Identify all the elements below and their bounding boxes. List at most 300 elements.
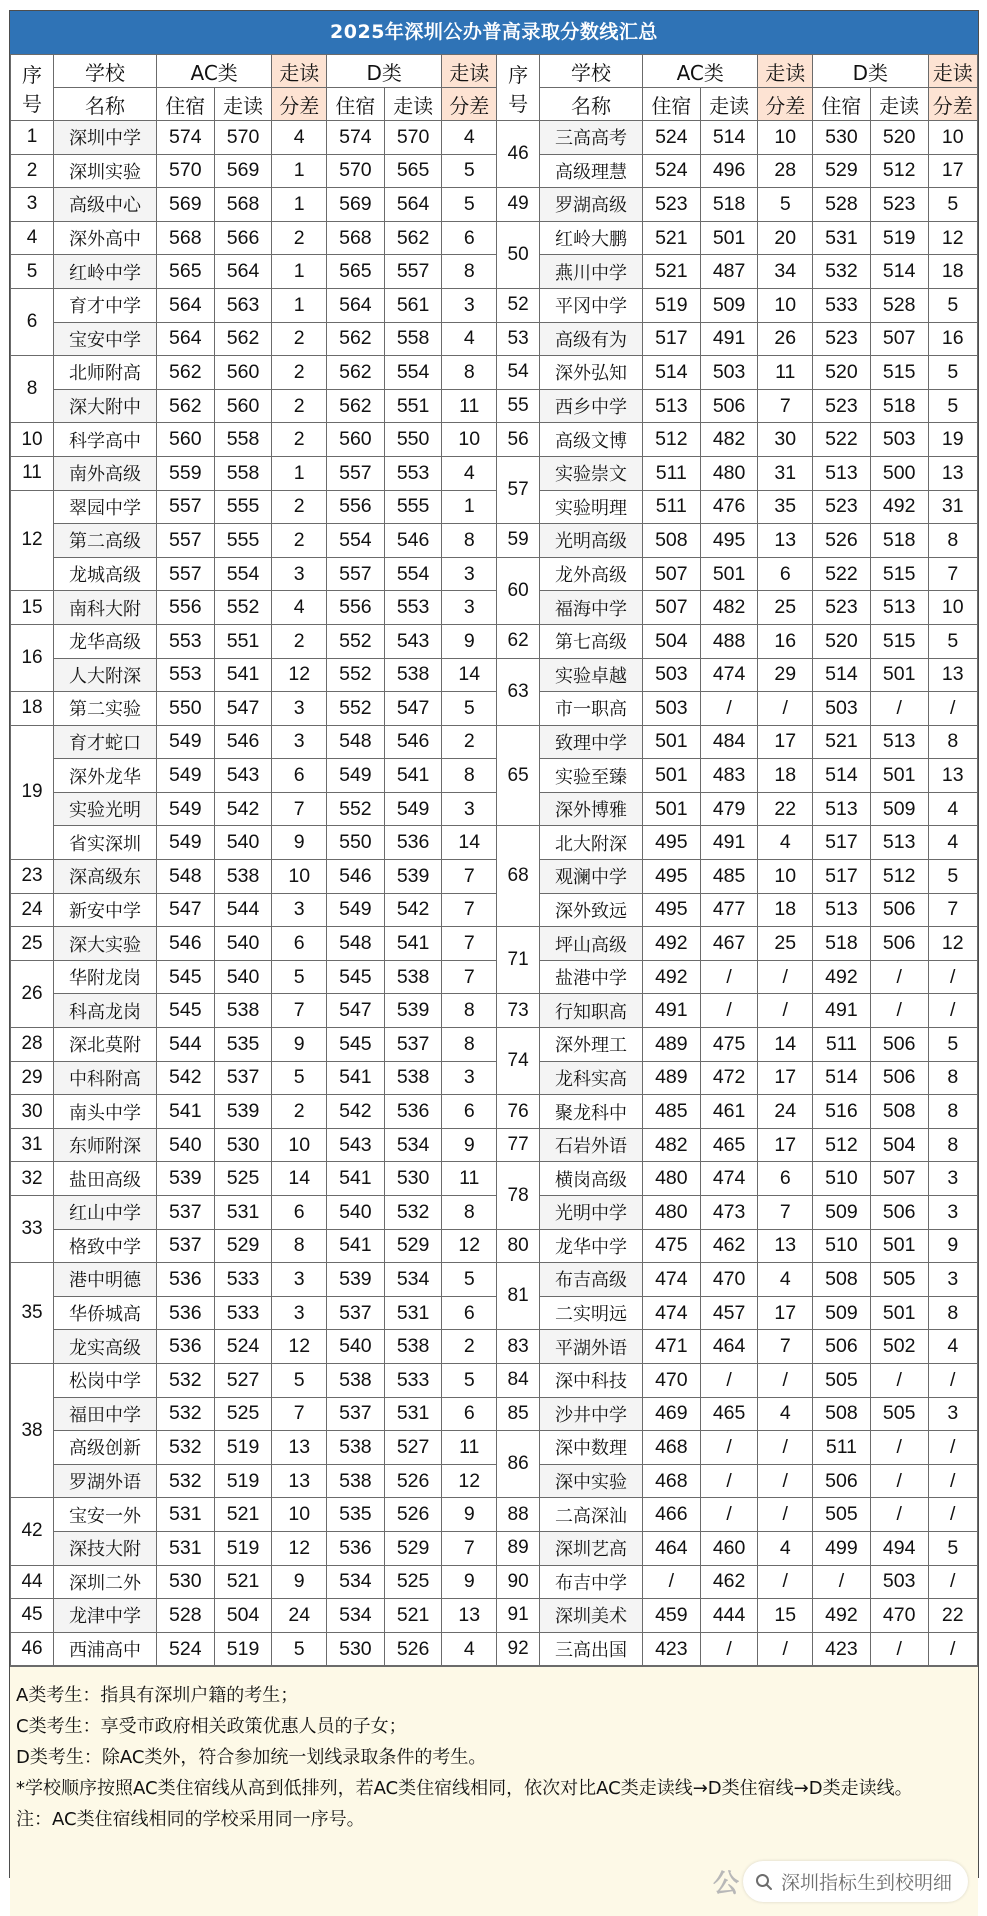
- ac-day-score: 560: [214, 389, 272, 423]
- d-day-score: 513: [870, 826, 928, 860]
- rank-cell: 33: [11, 1196, 54, 1263]
- rank-cell: 89: [497, 1531, 540, 1565]
- ac-day-score: 546: [214, 725, 272, 759]
- rank-cell: 62: [497, 624, 540, 658]
- d-dorm-score: 541: [327, 1162, 385, 1196]
- ac-dorm-score: 524: [642, 154, 700, 188]
- d-diff-score: /: [928, 692, 977, 726]
- ac-dorm-score: 489: [642, 1028, 700, 1062]
- ac-diff-score: 6: [272, 927, 327, 961]
- school-name-cell: 龙华高级: [54, 624, 157, 658]
- ac-day-score: 525: [214, 1162, 272, 1196]
- d-day-score: 531: [384, 1296, 442, 1330]
- ac-dorm-score: 547: [156, 893, 214, 927]
- d-day-score: 509: [870, 792, 928, 826]
- ac-dorm-score: 474: [642, 1296, 700, 1330]
- table-row: [11, 960, 978, 994]
- ac-diff-score: 3: [272, 557, 327, 591]
- d-day-score: 542: [384, 893, 442, 927]
- d-day-score: 518: [870, 389, 928, 423]
- ac-diff-score: /: [758, 1565, 813, 1599]
- d-dorm-score: 545: [327, 1028, 385, 1062]
- ac-day-score: 461: [700, 1095, 758, 1129]
- header-dorm: 住宿: [327, 88, 385, 121]
- school-name-cell: 省实深圳: [54, 826, 157, 860]
- school-name-cell: 深北莫附: [54, 1028, 157, 1062]
- rank-cell: 57: [497, 456, 540, 523]
- d-dorm-score: 517: [813, 826, 871, 860]
- ac-dorm-score: 482: [642, 1128, 700, 1162]
- ac-dorm-score: 495: [642, 826, 700, 860]
- d-diff-score: 9: [442, 1128, 497, 1162]
- ac-diff-score: 25: [758, 591, 813, 625]
- header-school: 学校: [540, 55, 643, 88]
- table-row: [11, 1229, 978, 1263]
- ac-day-score: 501: [700, 557, 758, 591]
- d-diff-score: 8: [442, 356, 497, 390]
- d-dorm-score: 562: [327, 322, 385, 356]
- ac-day-score: 472: [700, 1061, 758, 1095]
- d-day-score: 529: [384, 1531, 442, 1565]
- d-day-score: 502: [870, 1330, 928, 1364]
- header-ac: AC类: [642, 55, 757, 88]
- ac-day-score: 495: [700, 524, 758, 558]
- d-day-score: 507: [870, 1162, 928, 1196]
- d-day-score: 526: [384, 1464, 442, 1498]
- d-diff-score: 6: [442, 1296, 497, 1330]
- ac-diff-score: 4: [272, 591, 327, 625]
- rank-cell: 78: [497, 1162, 540, 1229]
- d-day-score: 514: [870, 255, 928, 289]
- school-name-cell: 龙津中学: [54, 1599, 157, 1633]
- rank-cell: 10: [11, 423, 54, 457]
- ac-day-score: 487: [700, 255, 758, 289]
- ac-diff-score: 7: [272, 1397, 327, 1431]
- d-diff-score: 4: [442, 1632, 497, 1666]
- d-day-score: 546: [384, 725, 442, 759]
- d-diff-score: 3: [928, 1397, 977, 1431]
- d-dorm-score: 570: [327, 154, 385, 188]
- school-name-cell: 育才中学: [54, 288, 157, 322]
- ac-day-score: 457: [700, 1296, 758, 1330]
- d-diff-score: /: [928, 994, 977, 1028]
- school-name-cell: 高级理慧: [540, 154, 643, 188]
- note-d-category: D类考生：除AC类外，符合参加统一划线录取条件的考生。: [16, 1747, 487, 1769]
- ac-diff-score: 1: [272, 456, 327, 490]
- d-diff-score: 13: [928, 759, 977, 793]
- ac-dorm-score: 531: [156, 1531, 214, 1565]
- school-name-cell: 深外理工: [540, 1028, 643, 1062]
- d-day-score: 529: [384, 1229, 442, 1263]
- school-name-cell: 第二实验: [54, 692, 157, 726]
- d-dorm-score: /: [813, 1565, 871, 1599]
- school-name-cell: 高级文博: [540, 423, 643, 457]
- rank-cell: 46: [497, 121, 540, 188]
- d-diff-score: 5: [928, 624, 977, 658]
- ac-diff-score: 7: [272, 994, 327, 1028]
- table-row: [11, 692, 978, 726]
- table-row: [11, 1632, 978, 1666]
- ac-dorm-score: 519: [642, 288, 700, 322]
- note-ordering-rule: *学校顺序按照AC类住宿线从高到低排列，若AC类住宿线相同，依次对比AC类走读线→D类住宿线→D类走读线。: [16, 1778, 913, 1800]
- rank-cell: 86: [497, 1431, 540, 1498]
- ac-dorm-score: 517: [642, 322, 700, 356]
- ac-day-score: 521: [214, 1498, 272, 1532]
- ac-dorm-score: 470: [642, 1363, 700, 1397]
- ac-dorm-score: 504: [642, 624, 700, 658]
- d-day-score: 546: [384, 524, 442, 558]
- ac-dorm-score: 480: [642, 1162, 700, 1196]
- table-row: [11, 389, 978, 423]
- ac-day-score: 555: [214, 524, 272, 558]
- d-day-score: 512: [870, 860, 928, 894]
- d-day-score: 506: [870, 1196, 928, 1230]
- ac-diff-score: 1: [272, 154, 327, 188]
- ac-diff-score: 2: [272, 524, 327, 558]
- school-name-cell: 盐港中学: [540, 960, 643, 994]
- ac-day-score: 558: [214, 456, 272, 490]
- ac-diff-score: 10: [758, 860, 813, 894]
- ac-dorm-score: 562: [156, 356, 214, 390]
- ac-day-score: 560: [214, 356, 272, 390]
- ac-diff-score: 31: [758, 456, 813, 490]
- d-dorm-score: 554: [327, 524, 385, 558]
- rank-cell: 54: [497, 356, 540, 390]
- school-name-cell: 实验光明: [54, 792, 157, 826]
- ac-day-score: 519: [214, 1464, 272, 1498]
- rank-cell: 49: [497, 188, 540, 222]
- ac-day-score: 540: [214, 826, 272, 860]
- ac-dorm-score: 564: [156, 322, 214, 356]
- school-name-cell: 新安中学: [54, 893, 157, 927]
- d-dorm-score: 539: [327, 1263, 385, 1297]
- rank-cell: 29: [11, 1061, 54, 1095]
- school-name-cell: 平冈中学: [540, 288, 643, 322]
- school-name-cell: 深外弘知: [540, 356, 643, 390]
- ac-dorm-score: 485: [642, 1095, 700, 1129]
- ac-diff-score: 10: [758, 288, 813, 322]
- d-dorm-score: 508: [813, 1397, 871, 1431]
- table-row: [11, 893, 978, 927]
- ac-dorm-score: 508: [642, 524, 700, 558]
- d-diff-score: 3: [442, 557, 497, 591]
- d-day-score: 504: [870, 1128, 928, 1162]
- d-dorm-score: 549: [327, 759, 385, 793]
- ac-diff-score: 3: [272, 893, 327, 927]
- school-name-cell: 深外高中: [54, 221, 157, 255]
- school-name-cell: 深中数理: [540, 1431, 643, 1465]
- school-name-cell: 龙外高级: [540, 557, 643, 591]
- ac-day-score: 538: [214, 860, 272, 894]
- rank-cell: 56: [497, 423, 540, 457]
- school-name-cell: 深圳中学: [54, 121, 157, 155]
- table-row: [11, 356, 978, 390]
- ac-day-score: 554: [214, 557, 272, 591]
- ac-dorm-score: 574: [156, 121, 214, 155]
- d-diff-score: 22: [928, 1599, 977, 1633]
- watermark: [713, 1861, 968, 1902]
- search-pill[interactable]: [743, 1861, 968, 1902]
- d-day-score: 541: [384, 927, 442, 961]
- rank-cell: 5: [11, 255, 54, 289]
- ac-diff-score: 3: [272, 1296, 327, 1330]
- d-diff-score: 5: [442, 1363, 497, 1397]
- school-name-cell: 光明高级: [540, 524, 643, 558]
- header-dorm: 住宿: [642, 88, 700, 121]
- ac-day-score: 535: [214, 1028, 272, 1062]
- d-dorm-score: 540: [327, 1330, 385, 1364]
- rank-cell: 8: [11, 356, 54, 423]
- watermark-logo: 公: [712, 1869, 739, 1900]
- d-dorm-score: 522: [813, 557, 871, 591]
- ac-day-score: 470: [700, 1263, 758, 1297]
- d-dorm-score: 517: [813, 860, 871, 894]
- ac-dorm-score: 531: [156, 1498, 214, 1532]
- d-day-score: 543: [384, 624, 442, 658]
- ac-diff-score: 3: [272, 692, 327, 726]
- rank-cell: 46: [11, 1632, 54, 1666]
- d-dorm-score: 532: [813, 255, 871, 289]
- ac-diff-score: 35: [758, 490, 813, 524]
- ac-dorm-score: 546: [156, 927, 214, 961]
- school-name-cell: 布吉高级: [540, 1263, 643, 1297]
- school-name-cell: 深大附中: [54, 389, 157, 423]
- school-name-cell: 格致中学: [54, 1229, 157, 1263]
- ac-dorm-score: /: [642, 1565, 700, 1599]
- ac-dorm-score: 532: [156, 1431, 214, 1465]
- ac-dorm-score: 512: [642, 423, 700, 457]
- d-dorm-score: 574: [327, 121, 385, 155]
- d-dorm-score: 523: [813, 322, 871, 356]
- ac-dorm-score: 549: [156, 725, 214, 759]
- d-diff-score: 7: [928, 557, 977, 591]
- d-diff-score: 3: [928, 1162, 977, 1196]
- rank-cell: 91: [497, 1599, 540, 1633]
- header-d: D类: [813, 55, 928, 88]
- d-diff-score: 5: [928, 188, 977, 222]
- header-d: D类: [327, 55, 442, 88]
- page-title: 2025年深圳公办普高录取分数线汇总: [10, 11, 978, 54]
- ac-diff-score: 16: [758, 624, 813, 658]
- ac-diff-score: 7: [758, 389, 813, 423]
- ac-diff-score: 5: [272, 1363, 327, 1397]
- d-dorm-score: 562: [327, 389, 385, 423]
- d-diff-score: 10: [928, 591, 977, 625]
- ac-dorm-score: 549: [156, 792, 214, 826]
- d-diff-score: 11: [442, 1431, 497, 1465]
- d-day-score: 525: [384, 1565, 442, 1599]
- ac-diff-score: 24: [758, 1095, 813, 1129]
- rank-cell: 74: [497, 1028, 540, 1095]
- school-name-cell: 深中实验: [540, 1464, 643, 1498]
- school-name-cell: 三高高考: [540, 121, 643, 155]
- ac-dorm-score: 559: [156, 456, 214, 490]
- school-name-cell: 北师附高: [54, 356, 157, 390]
- d-diff-score: 7: [442, 1531, 497, 1565]
- d-day-score: 515: [870, 557, 928, 591]
- ac-diff-score: 5: [272, 960, 327, 994]
- table-row: [11, 1599, 978, 1633]
- ac-dorm-score: 545: [156, 994, 214, 1028]
- header-school: 学校: [54, 55, 157, 88]
- d-diff-score: 8: [442, 1028, 497, 1062]
- d-dorm-score: 529: [813, 154, 871, 188]
- ac-diff-score: 9: [272, 1565, 327, 1599]
- header-day: 走读: [214, 88, 272, 121]
- ac-day-score: 544: [214, 893, 272, 927]
- ac-dorm-score: 528: [156, 1599, 214, 1633]
- d-diff-score: 5: [442, 692, 497, 726]
- ac-dorm-score: 514: [642, 356, 700, 390]
- school-name-cell: 龙城高级: [54, 557, 157, 591]
- d-dorm-score: 509: [813, 1196, 871, 1230]
- d-dorm-score: 499: [813, 1531, 871, 1565]
- d-day-score: 538: [384, 658, 442, 692]
- school-name-cell: 育才蛇口: [54, 725, 157, 759]
- d-day-score: 505: [870, 1397, 928, 1431]
- ac-diff-score: 10: [272, 1128, 327, 1162]
- d-dorm-score: 508: [813, 1263, 871, 1297]
- d-dorm-score: 514: [813, 658, 871, 692]
- ac-diff-score: /: [758, 1632, 813, 1666]
- d-diff-score: 16: [928, 322, 977, 356]
- school-name-cell: 市一职高: [540, 692, 643, 726]
- d-diff-score: 5: [928, 1028, 977, 1062]
- rank-cell: 77: [497, 1128, 540, 1162]
- ac-diff-score: 34: [758, 255, 813, 289]
- ac-diff-score: 10: [272, 860, 327, 894]
- d-dorm-score: 565: [327, 255, 385, 289]
- d-dorm-score: 513: [813, 893, 871, 927]
- ac-day-score: /: [700, 692, 758, 726]
- ac-day-score: 465: [700, 1397, 758, 1431]
- d-day-score: 515: [870, 356, 928, 390]
- ac-dorm-score: 466: [642, 1498, 700, 1532]
- d-day-score: /: [870, 1431, 928, 1465]
- d-diff-score: 12: [442, 1229, 497, 1263]
- d-dorm-score: 505: [813, 1363, 871, 1397]
- ac-day-score: 462: [700, 1229, 758, 1263]
- table-row: [11, 1498, 978, 1532]
- d-day-score: 501: [870, 1229, 928, 1263]
- ac-dorm-score: 544: [156, 1028, 214, 1062]
- ac-dorm-score: 536: [156, 1330, 214, 1364]
- ac-day-score: 539: [214, 1095, 272, 1129]
- ac-day-score: 491: [700, 322, 758, 356]
- ac-day-score: 529: [214, 1229, 272, 1263]
- d-day-score: 541: [384, 759, 442, 793]
- ac-diff-score: 2: [272, 389, 327, 423]
- ac-dorm-score: 503: [642, 658, 700, 692]
- table-row: [11, 1397, 978, 1431]
- table-row: [11, 860, 978, 894]
- ac-dorm-score: 549: [156, 826, 214, 860]
- d-dorm-score: 547: [327, 994, 385, 1028]
- d-day-score: 515: [870, 624, 928, 658]
- school-name-cell: 实验卓越: [540, 658, 643, 692]
- d-day-score: 521: [384, 1599, 442, 1633]
- score-table: [10, 54, 978, 1666]
- d-dorm-score: 505: [813, 1498, 871, 1532]
- d-day-score: 527: [384, 1431, 442, 1465]
- table-row: [11, 1431, 978, 1465]
- school-name-cell: 北大附深: [540, 826, 643, 860]
- school-name-cell: 深外博雅: [540, 792, 643, 826]
- ac-diff-score: 2: [272, 322, 327, 356]
- header-diff-gap: 分差: [758, 88, 813, 121]
- ac-diff-score: 12: [272, 658, 327, 692]
- d-day-score: 506: [870, 927, 928, 961]
- d-day-score: 505: [870, 1263, 928, 1297]
- table-row: [11, 221, 978, 255]
- ac-dorm-score: 480: [642, 1196, 700, 1230]
- d-day-score: /: [870, 1498, 928, 1532]
- d-dorm-score: 510: [813, 1162, 871, 1196]
- score-sheet: [9, 10, 979, 1900]
- rank-cell: 28: [11, 1028, 54, 1062]
- ac-diff-score: /: [758, 1464, 813, 1498]
- d-dorm-score: 518: [813, 927, 871, 961]
- ac-day-score: 525: [214, 1397, 272, 1431]
- table-row: [11, 1061, 978, 1095]
- d-dorm-score: 509: [813, 1296, 871, 1330]
- rank-cell: 53: [497, 322, 540, 356]
- ac-day-score: 475: [700, 1028, 758, 1062]
- ac-dorm-score: 532: [156, 1363, 214, 1397]
- ac-day-score: 552: [214, 591, 272, 625]
- ac-day-score: 482: [700, 591, 758, 625]
- school-name-cell: 深圳实验: [54, 154, 157, 188]
- rank-cell: 42: [11, 1498, 54, 1565]
- d-day-score: 470: [870, 1599, 928, 1633]
- school-name-cell: 高级创新: [54, 1431, 157, 1465]
- ac-day-score: /: [700, 1464, 758, 1498]
- d-dorm-score: 506: [813, 1330, 871, 1364]
- table-header: [11, 55, 978, 121]
- ac-day-score: /: [700, 1431, 758, 1465]
- d-dorm-score: 535: [327, 1498, 385, 1532]
- school-name-cell: 西浦高中: [54, 1632, 157, 1666]
- d-dorm-score: 556: [327, 490, 385, 524]
- ac-dorm-score: 492: [642, 927, 700, 961]
- ac-dorm-score: 469: [642, 1397, 700, 1431]
- ac-dorm-score: 570: [156, 154, 214, 188]
- ac-dorm-score: 501: [642, 759, 700, 793]
- ac-diff-score: 4: [272, 121, 327, 155]
- d-day-score: 503: [870, 423, 928, 457]
- d-diff-score: 5: [928, 389, 977, 423]
- d-day-score: 539: [384, 994, 442, 1028]
- school-name-cell: 南外高级: [54, 456, 157, 490]
- d-diff-score: 10: [442, 423, 497, 457]
- ac-day-score: 542: [214, 792, 272, 826]
- school-name-cell: 深外龙华: [54, 759, 157, 793]
- ac-day-score: 506: [700, 389, 758, 423]
- ac-diff-score: 9: [272, 826, 327, 860]
- d-dorm-score: 569: [327, 188, 385, 222]
- school-name-cell: 观澜中学: [540, 860, 643, 894]
- d-dorm-score: 537: [327, 1397, 385, 1431]
- ac-day-score: 519: [214, 1431, 272, 1465]
- ac-diff-score: 5: [272, 1632, 327, 1666]
- ac-dorm-score: 501: [642, 792, 700, 826]
- d-dorm-score: 543: [327, 1128, 385, 1162]
- d-diff-score: 4: [442, 456, 497, 490]
- ac-day-score: 479: [700, 792, 758, 826]
- table-row: [11, 490, 978, 524]
- school-name-cell: 深大实验: [54, 927, 157, 961]
- d-diff-score: 9: [442, 1565, 497, 1599]
